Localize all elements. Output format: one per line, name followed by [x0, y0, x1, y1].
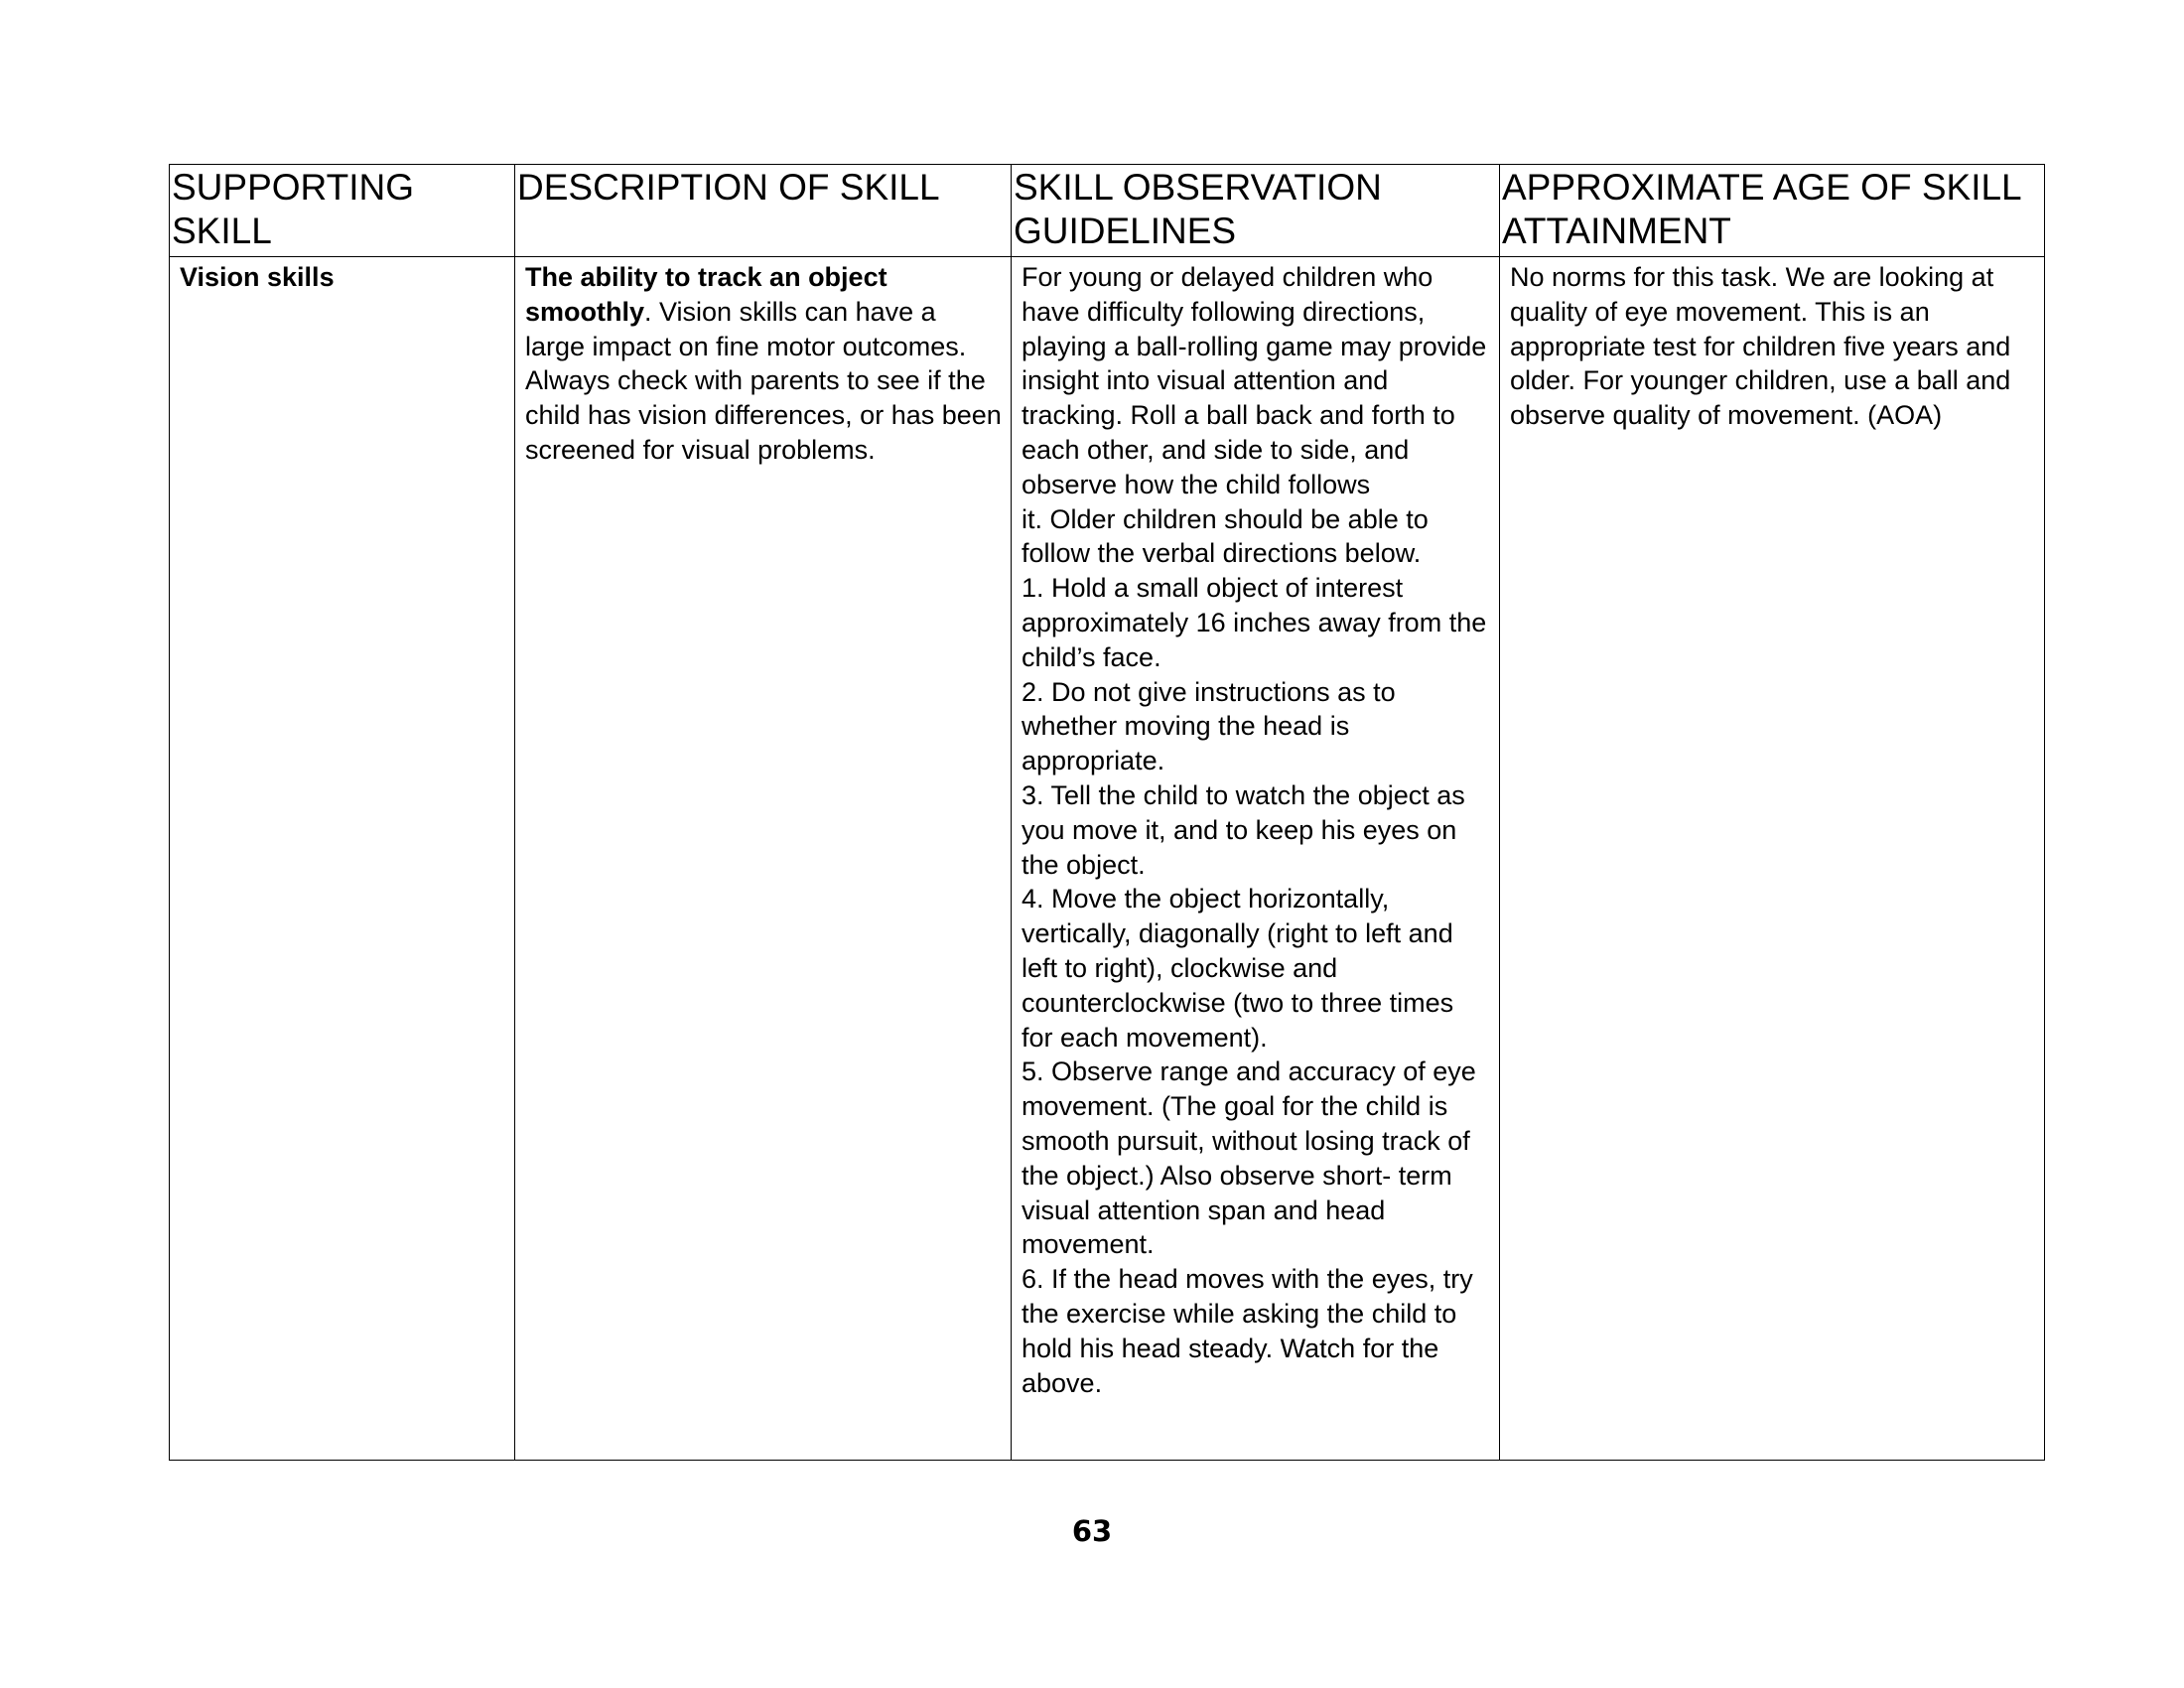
guideline-step-5: 5. Observe range and accuracy of eye movement. (The goal for the child is smooth pursuit, without losing track of the object.) Also observe short- term visual attention span and head movement. [1022, 1056, 1476, 1260]
header-skill-observation-guidelines: SKILL OBSERVATION GUIDELINES [1012, 165, 1500, 257]
cell-supporting-skill: Vision skills [170, 257, 515, 1461]
description-text: . Vision skills can have a large impact on fine motor outcomes. Always check with parents to see if the child has vision differences, or has been screened for visual problems. [525, 296, 1002, 465]
skill-table [169, 164, 2045, 1461]
guideline-intro: For young or delayed children who have difficulty following directions, playing a ball-rolling game may provide insight into visual attention and tracking. Roll a ball back and forth to each other, and side to side, and observe how the child follows [1022, 262, 1487, 499]
cell-approximate-age: No norms for this task. We are looking at quality of eye movement. This is an appropriate test for children five years and older. For younger children, use a ball and observe quality of movement. (AOA) [1500, 257, 2045, 1461]
description-lead: The ability to track an object smoothly [525, 262, 887, 327]
guideline-step-6: 6. If the head moves with the eyes, try the exercise while asking the child to hold his head steady. Watch for the above. [1022, 1264, 1473, 1398]
guideline-step-1: 1. Hold a small object of interest approximately 16 inches away from the child’s face. [1022, 573, 1487, 672]
cell-description [515, 257, 1012, 1461]
guideline-step-3: 3. Tell the child to watch the object as you move it, and to keep his eyes on the object. [1022, 779, 1465, 880]
header-approximate-age: APPROXIMATE AGE OF SKILL ATTAINMENT [1500, 165, 2045, 257]
guideline-step-2: 2. Do not give instructions as to whether moving the head is appropriate. [1022, 676, 1396, 776]
cell-guidelines [1012, 257, 1500, 1461]
header-description-of-skill: DESCRIPTION OF SKILL [515, 165, 1012, 257]
guideline-step-4: 4. Move the object horizontally, vertically, diagonally (right to left and left to right), clockwise and counterclockwise (two to three times for each movement). [1022, 884, 1454, 1053]
header-supporting-skill: SUPPORTING SKILL [170, 165, 515, 257]
table-header-row [170, 165, 2045, 257]
page-number: 63 [1071, 1514, 1113, 1548]
table-row [170, 257, 2045, 1461]
guideline-older-children: it. Older children should be able to follow the verbal directions below. [1022, 503, 1429, 569]
